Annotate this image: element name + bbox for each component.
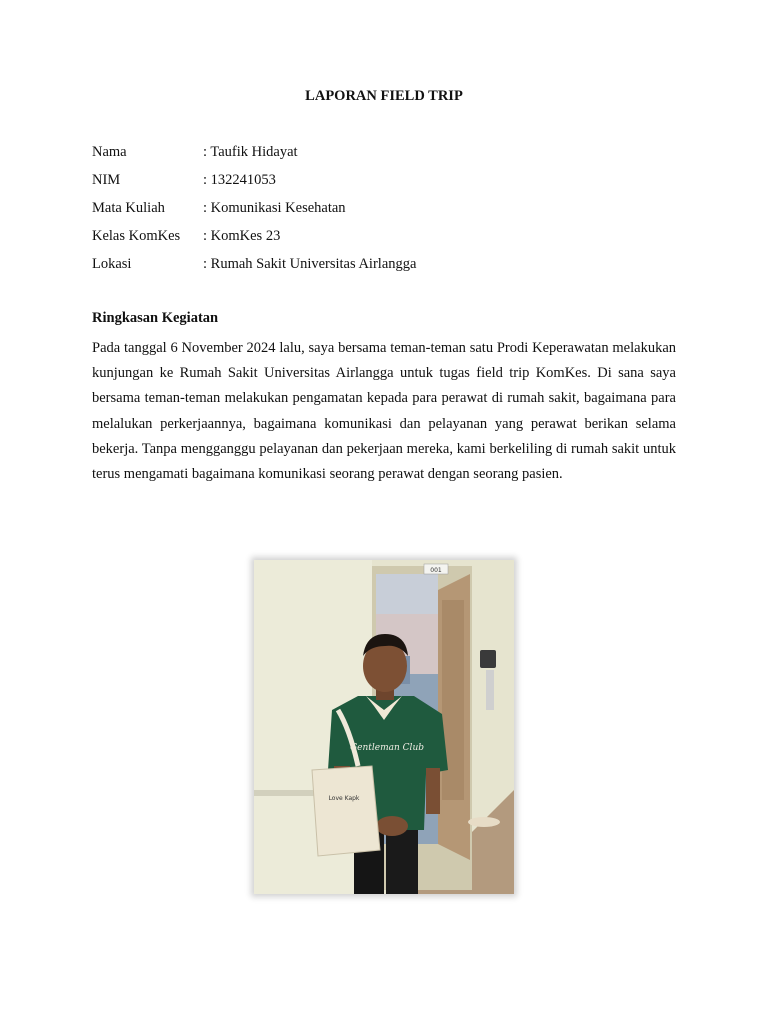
field-trip-photo (254, 560, 514, 894)
info-value: : 132241053 (203, 172, 276, 188)
shirt-text: Gentleman Club (349, 743, 425, 753)
info-row-lokasi (92, 254, 676, 282)
info-value: : KomKes 23 (203, 228, 281, 244)
info-row-nim (92, 170, 676, 198)
door-sign-text: 001 (430, 567, 442, 574)
info-label: Lokasi (92, 256, 132, 272)
info-row-kelas (92, 226, 676, 254)
summary-paragraph: Pada tanggal 6 November 2024 lalu, saya bersama teman-teman satu Prodi Keperawatan melakukan kunjungan ke Rumah Sakit Universitas Airlangga untuk tugas field trip KomKes. Di sana saya bersama teman-teman melakukan pengamatan kepada para perawat di rumah sakit, bagaimana para melalukan perkerjaannya, bagaimana komunikasi dan pelayanan yang perawat berikan selama bekerja. Tanpa mengganggu pelayanan dan pekerjaan mereka, kami berkeliling di rumah sakit untuk terus mengamati bagaimana komunikasi seorang perawat dengan seorang pasien. (92, 340, 676, 483)
info-label: Kelas KomKes (92, 228, 181, 244)
identity-block (92, 142, 676, 282)
info-value: : Komunikasi Kesehatan (203, 200, 346, 216)
bag-text: Love Kapk (328, 795, 360, 802)
document-title: LAPORAN FIELD TRIP (305, 88, 463, 104)
info-row-mata-kuliah (92, 198, 676, 226)
section-heading: Ringkasan Kegiatan (92, 310, 219, 326)
info-label: Mata Kuliah (92, 200, 165, 216)
info-value: : Taufik Hidayat (203, 144, 298, 160)
info-label: NIM (92, 172, 121, 188)
info-label: Nama (92, 144, 127, 160)
wall-outlet (480, 650, 496, 668)
tote-bag (312, 766, 380, 856)
info-value: : Rumah Sakit Universitas Airlangga (203, 256, 417, 272)
person-hands (376, 816, 408, 836)
info-row-nama (92, 142, 676, 170)
